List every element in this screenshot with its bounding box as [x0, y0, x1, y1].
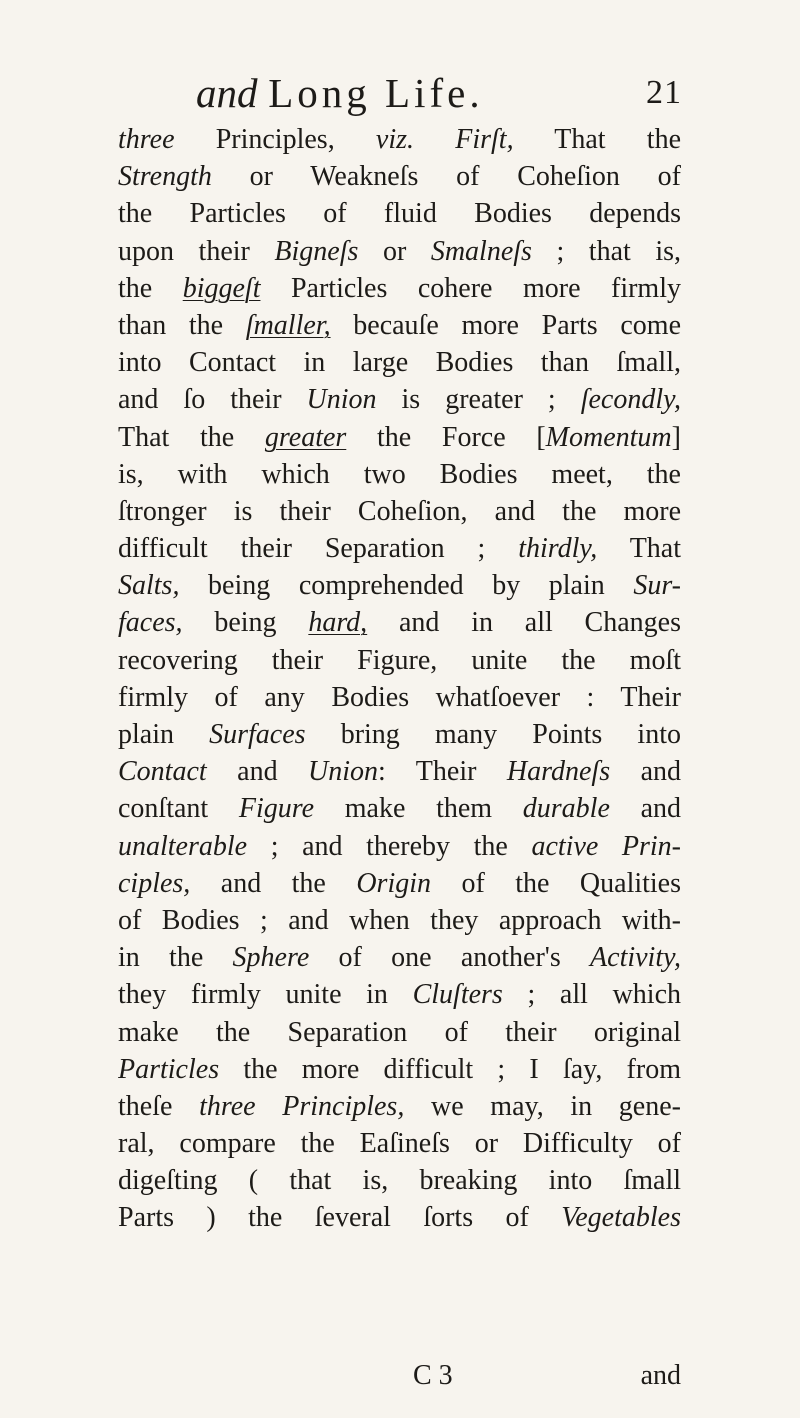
underlined-word: biggeſt	[182, 272, 261, 304]
text-run: : Their	[378, 756, 507, 788]
text-run: or Weakneſs of Coheſion of	[211, 161, 681, 193]
text-line	[118, 902, 681, 939]
text-run: ]	[671, 421, 681, 453]
text-line	[118, 307, 681, 344]
italic-run: Vegetables	[561, 1202, 681, 1234]
italic-run: three	[118, 124, 175, 155]
text-run: make the Separation of their original	[118, 1016, 681, 1048]
italic-run: Union	[308, 756, 379, 788]
underlined-word: greater	[264, 421, 347, 453]
text-run: theſe	[118, 1090, 200, 1122]
text-run: than the	[118, 309, 246, 341]
text-run: or	[358, 235, 431, 267]
italic-run	[183, 273, 261, 304]
text-run: in the	[118, 942, 233, 974]
text-line	[118, 158, 681, 195]
text-run: is, with which two Bodies meet, the	[118, 458, 681, 490]
italic-run: Smalneſs	[430, 235, 532, 267]
text-run: of Bodies ; and when they approach with-	[118, 904, 681, 936]
italic-run: Surfaces	[209, 719, 306, 750]
italic-run: durable	[522, 793, 610, 825]
text-run: recovering their Figure, unite the moſt	[118, 644, 681, 676]
italic-run: Particles	[118, 1053, 220, 1085]
text-run: That the	[118, 421, 265, 453]
text-run: the Force [	[346, 421, 546, 453]
text-run: ; all which	[502, 979, 681, 1011]
text-run: and ſo their	[118, 384, 307, 416]
text-line	[118, 1162, 681, 1199]
text-line	[118, 716, 681, 753]
text-line	[118, 493, 681, 530]
page-number: 21	[646, 74, 682, 111]
italic-run: Sphere	[232, 942, 310, 974]
text-run: and	[206, 756, 309, 788]
text-run: of one another's	[309, 942, 591, 974]
running-title-caps: Long Life.	[268, 70, 484, 116]
italic-run: Contact	[118, 756, 207, 788]
text-line	[118, 679, 681, 716]
italic-run: ſecondly,	[580, 384, 681, 416]
italic-run	[246, 310, 331, 341]
text-line	[118, 1051, 681, 1088]
italic-run: Firſt,	[455, 124, 514, 155]
text-run: make them	[314, 793, 523, 825]
signature-mark: C 3	[413, 1360, 453, 1391]
text-line	[118, 642, 681, 679]
text-run: being	[182, 607, 309, 639]
text-run: the more difficult ; I ſay, from	[219, 1053, 681, 1085]
text-run: That the	[513, 124, 681, 155]
italic-run: Origin	[356, 867, 432, 899]
text-run: Particles cohere more firmly	[260, 272, 681, 304]
text-line	[118, 1199, 681, 1236]
italic-run: three Principles,	[199, 1090, 405, 1122]
text-run: difficult their Separation ;	[118, 533, 519, 565]
text-line	[118, 530, 681, 567]
text-run: Principles,	[174, 124, 376, 155]
text-line	[118, 865, 681, 902]
text-line	[118, 1125, 681, 1162]
italic-run: Sur-	[633, 570, 681, 602]
text-run: becauſe more Parts come	[330, 309, 681, 341]
text-run: and	[609, 793, 681, 825]
text-run: bring many Points into	[305, 719, 681, 750]
italic-run: faces,	[118, 607, 183, 639]
italic-run	[308, 607, 367, 638]
body-text	[118, 121, 681, 1237]
italic-run: ciples,	[118, 867, 191, 899]
text-run: the Particles of fluid Bodies depends	[118, 198, 681, 230]
text-run: plain	[118, 719, 210, 750]
text-run: into Contact in large Bodies than ſmall,	[118, 347, 681, 379]
text-line	[118, 976, 681, 1013]
text-run: ; that is,	[531, 235, 681, 267]
text-run: ſtronger is their Coheſion, and the more	[118, 495, 681, 527]
text-run: ; and thereby the	[247, 830, 532, 862]
italic-run: Hardneſs	[506, 756, 611, 788]
italic-run: Figure	[238, 793, 315, 825]
italic-run: Activity,	[590, 942, 681, 974]
running-header	[196, 66, 686, 120]
text-line	[118, 344, 681, 381]
text-run: and	[610, 756, 681, 788]
text-line	[118, 1088, 681, 1125]
text-line	[118, 604, 681, 641]
italic-run: Bigneſs	[274, 235, 359, 267]
text-run: conſtant	[118, 793, 239, 825]
text-line	[118, 381, 681, 418]
text-run: the	[118, 272, 183, 304]
italic-run: Union	[306, 384, 377, 416]
text-run: of the Qualities	[431, 867, 681, 899]
italic-run: Cluſters	[412, 979, 503, 1011]
text-line	[118, 790, 681, 827]
text-run: we may, in gene-	[404, 1090, 681, 1122]
text-line	[118, 233, 681, 270]
italic-run	[265, 422, 346, 453]
running-title-italic: and	[196, 70, 258, 116]
text-line	[118, 121, 681, 158]
text-line	[118, 195, 681, 232]
italic-run: thirdly,	[518, 533, 598, 565]
text-run: ral, compare the Eaſineſs or Difficulty of	[118, 1128, 681, 1160]
text-run: upon their	[118, 235, 275, 267]
text-line	[118, 270, 681, 307]
text-run	[414, 124, 455, 155]
text-line	[118, 419, 681, 456]
text-line	[118, 753, 681, 790]
text-run: they firmly unite in	[118, 979, 413, 1011]
text-line	[118, 567, 681, 604]
text-run: Parts ) the ſeveral ſorts of	[118, 1202, 562, 1234]
text-line	[118, 828, 681, 865]
text-run: and the	[190, 867, 357, 899]
text-run: firmly of any Bodies whatſoever : Their	[118, 681, 681, 713]
catchword: and	[640, 1360, 681, 1391]
text-run: and in all Changes	[367, 607, 681, 639]
text-line	[118, 1014, 681, 1051]
text-line	[118, 456, 681, 493]
italic-run: Strength	[118, 161, 212, 193]
text-line	[118, 939, 681, 976]
page-footer	[118, 1356, 681, 1396]
italic-run: Salts,	[118, 570, 180, 602]
italic-run: viz.	[375, 124, 415, 155]
underlined-word: ſmaller,	[245, 309, 331, 341]
text-run: That	[597, 533, 681, 565]
italic-run: active Prin-	[531, 830, 681, 862]
italic-run: Momentum	[545, 421, 672, 453]
text-run: is greater ;	[376, 384, 581, 416]
underlined-word: hard,	[308, 607, 368, 639]
text-run: digeſting ( that is, breaking into ſmall	[118, 1165, 681, 1197]
italic-run: unalterable	[118, 830, 248, 862]
text-run: being comprehended by plain	[179, 570, 634, 602]
